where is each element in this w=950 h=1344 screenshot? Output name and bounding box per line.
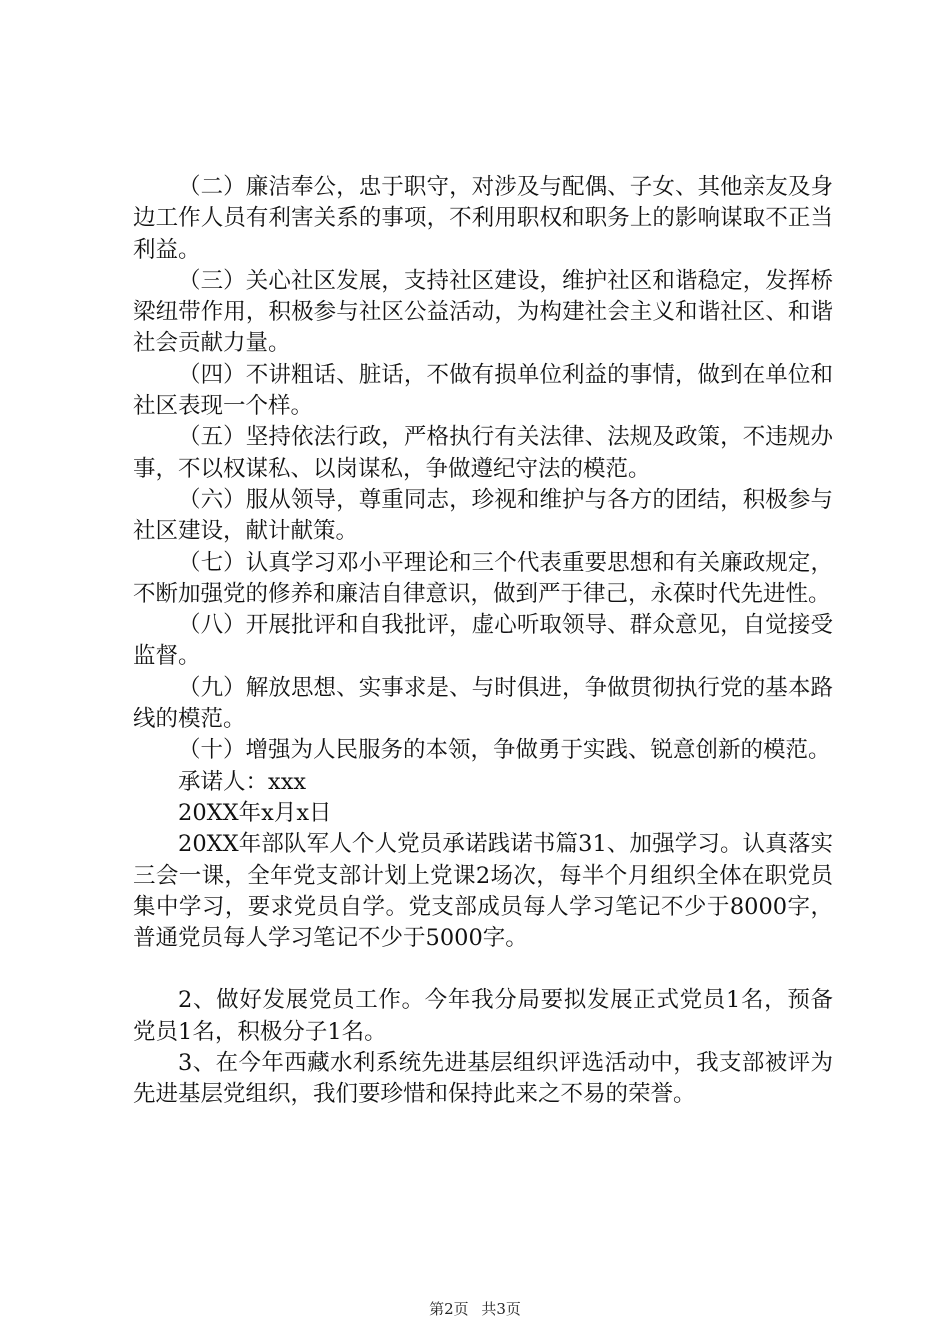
pledge-item-3: （三）关心社区发展，支持社区建设，维护社区和谐稳定，发挥桥梁纽带作用，积极参与社区公益活动，为构建社会主义和谐社区、和谐社会贡献力量。 (133, 267, 833, 357)
page-footer (0, 1298, 950, 1319)
page-number: 第2页 (429, 1300, 469, 1318)
section2-intro: 20XX年部队军人个人党员承诺践诺书篇31、加强学习。认真落实三会一课，全年党支部计划上党课2场次，每半个月组织全体在职党员集中学习，要求党员自学。党支部成员每人学习笔记不少于8000字，普通党员每人学习笔记不少于5000字。 (133, 831, 833, 952)
pledge-item-2: （二）廉洁奉公，忠于职守，对涉及与配偶、子女、其他亲友及身边工作人员有利害关系的事项，不利用职权和职务上的影响谋取不正当利益。 (133, 174, 833, 263)
pledge-item-8: （八）开展批评和自我批评，虚心听取领导、群众意见，自觉接受监督。 (133, 612, 833, 670)
pledge-item-6: （六）服从领导，尊重同志，珍视和维护与各方的团结，积极参与社区建设，献计献策。 (133, 486, 833, 545)
pledge-item-5: （五）坚持依法行政，严格执行有关法律、法规及政策，不违规办事，不以权谋私、以岗谋私，争做遵纪守法的模范。 (133, 424, 833, 482)
pledge-item-9: （九）解放思想、实事求是、与时俱进，争做贯彻执行党的基本路线的模范。 (133, 674, 833, 733)
pledge-item-10: （十）增强为人民服务的本领，争做勇于实践、锐意创新的模范。 (178, 737, 831, 764)
pledge-item-7: （七）认真学习邓小平理论和三个代表重要思想和有关廉政规定，不断加强党的修养和廉洁自律意识，做到严于律己，永葆时代先进性。 (133, 549, 833, 607)
page-total: 共3页 (481, 1300, 521, 1318)
signer-line: 承诺人：xxx (178, 768, 307, 795)
document-body (133, 172, 833, 1111)
pledge-item-4: （四）不讲粗话、脏话，不做有损单位利益的事情，做到在单位和社区表现一个样。 (133, 361, 833, 420)
section2-item-2: 2、做好发展党员工作。今年我分局要拟发展正式党员1名，预备党员1名，积极分子1名。 (133, 987, 833, 1045)
date-line: 20XX年x月x日 (178, 799, 332, 826)
section2-item-3: 3、在今年西藏水利系统先进基层组织评选活动中，我支部被评为先进基层党组织，我们要珍惜和保持此来之不易的荣誉。 (133, 1050, 833, 1108)
